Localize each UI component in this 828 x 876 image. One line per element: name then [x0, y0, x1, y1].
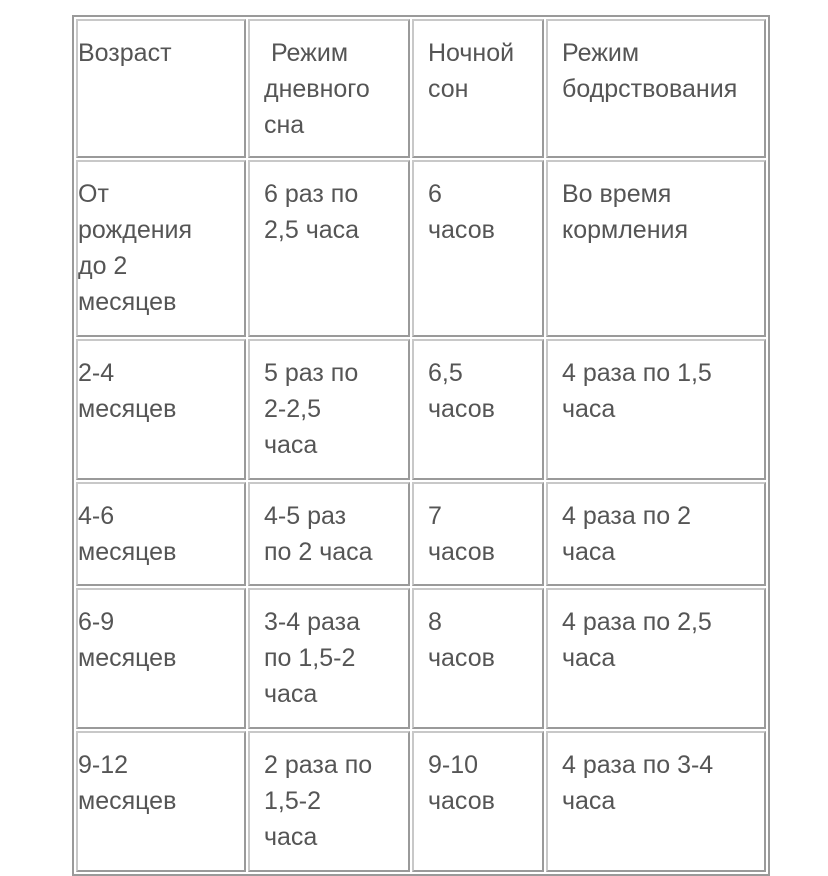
cell-line: 9-12 — [78, 751, 129, 779]
cell-line: 4-6 — [78, 502, 115, 530]
cell-line: 7 — [428, 502, 442, 530]
table-row — [76, 160, 766, 337]
cell-line: 4 раза по 2 — [562, 502, 691, 530]
header-cell-night-sleep — [412, 19, 544, 158]
header-cell-day-sleep — [248, 19, 410, 158]
cell-age — [76, 588, 246, 729]
cell-wake-time — [546, 588, 766, 729]
cell-line: часов — [428, 216, 495, 244]
cell-line: 5 раз по — [264, 359, 359, 387]
cell-line: 4 раза по 3-4 — [562, 751, 714, 779]
cell-line: 8 — [428, 608, 442, 636]
table-row — [76, 339, 766, 480]
cell-day-sleep — [248, 482, 410, 586]
cell-line: часов — [428, 395, 495, 423]
cell-line: до 2 — [78, 252, 128, 280]
cell-line: От — [78, 180, 109, 208]
cell-age — [76, 160, 246, 337]
cell-line: рождения — [78, 216, 193, 244]
cell-line: 2-2,5 — [264, 395, 321, 423]
cell-night-sleep — [412, 731, 544, 872]
cell-line: 2,5 часа — [264, 216, 360, 244]
cell-line: месяцев — [78, 644, 177, 672]
header-cell-age — [76, 19, 246, 158]
cell-line: 4-5 раз — [264, 502, 347, 530]
cell-line: по 1,5-2 — [264, 644, 356, 672]
cell-line: 6 раз по — [264, 180, 359, 208]
table-row — [76, 482, 766, 586]
cell-line: сна — [264, 111, 305, 139]
cell-line: месяцев — [78, 288, 177, 316]
cell-line: дневного — [264, 75, 370, 103]
cell-night-sleep — [412, 339, 544, 480]
cell-line: 6,5 — [428, 359, 463, 387]
cell-night-sleep — [412, 588, 544, 729]
cell-line: Возраст — [78, 39, 172, 67]
cell-line: часа — [562, 787, 616, 815]
cell-wake-time — [546, 731, 766, 872]
cell-wake-time — [546, 339, 766, 480]
cell-line: Во время — [562, 180, 672, 208]
cell-line: месяцев — [78, 787, 177, 815]
cell-line: месяцев — [78, 538, 177, 566]
table-row — [76, 588, 766, 729]
cell-line: Режим — [264, 39, 349, 67]
cell-line: часа — [264, 680, 318, 708]
cell-line: часов — [428, 644, 495, 672]
cell-day-sleep — [248, 588, 410, 729]
cell-line: месяцев — [78, 395, 177, 423]
cell-night-sleep — [412, 482, 544, 586]
cell-day-sleep — [248, 160, 410, 337]
cell-line: 3-4 раза — [264, 608, 360, 636]
cell-line: Режим — [562, 39, 640, 67]
table-row — [76, 731, 766, 872]
cell-line: часа — [264, 823, 318, 851]
cell-line: кормления — [562, 216, 689, 244]
cell-age — [76, 339, 246, 480]
cell-day-sleep — [248, 339, 410, 480]
sleep-schedule-table — [72, 15, 770, 876]
cell-line: 4 раза по 2,5 — [562, 608, 712, 636]
cell-line: 4 раза по 1,5 — [562, 359, 712, 387]
cell-wake-time — [546, 482, 766, 586]
cell-line: часа — [264, 431, 318, 459]
cell-line: часов — [428, 787, 495, 815]
cell-line: часа — [562, 644, 616, 672]
cell-line: 2 раза по — [264, 751, 373, 779]
cell-line: часов — [428, 538, 495, 566]
cell-wake-time — [546, 160, 766, 337]
cell-line: часа — [562, 538, 616, 566]
header-row — [76, 19, 766, 158]
cell-line: часа — [562, 395, 616, 423]
cell-line: сон — [428, 75, 469, 103]
cell-line: 6 — [428, 180, 442, 208]
cell-night-sleep — [412, 160, 544, 337]
cell-line: 6-9 — [78, 608, 115, 636]
cell-line: 9-10 — [428, 751, 479, 779]
cell-line: Ночной — [428, 39, 515, 67]
cell-line: бодрствования — [562, 75, 738, 103]
cell-line: 2-4 — [78, 359, 115, 387]
cell-line: 1,5-2 — [264, 787, 321, 815]
cell-line: по 2 часа — [264, 538, 373, 566]
cell-day-sleep — [248, 731, 410, 872]
cell-age — [76, 482, 246, 586]
header-cell-wake-time — [546, 19, 766, 158]
cell-age — [76, 731, 246, 872]
